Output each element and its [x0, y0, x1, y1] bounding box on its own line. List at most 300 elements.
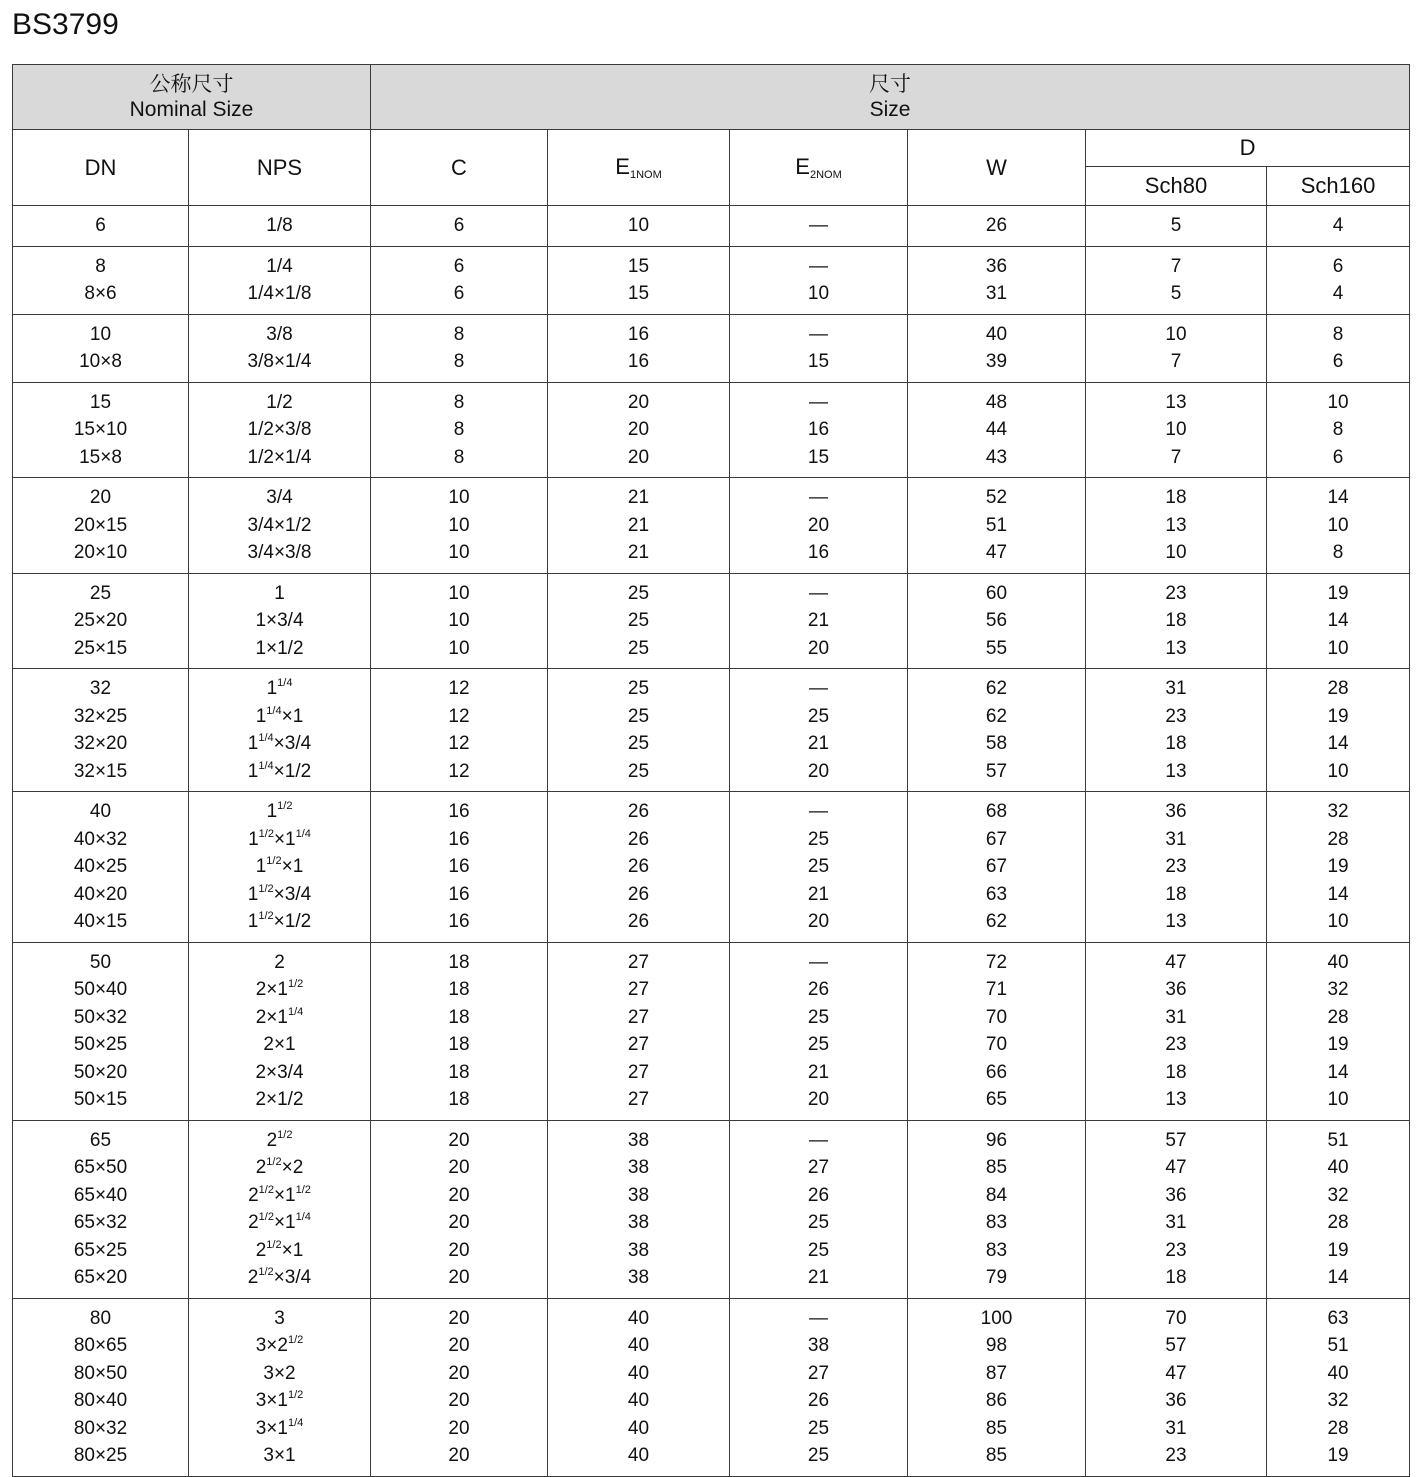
- cell-value: 32: [1327, 1184, 1349, 1206]
- cell-value: 40: [89, 801, 112, 822]
- cell-value: 38: [627, 1212, 650, 1233]
- cell-value: 21: [627, 542, 650, 563]
- cell-value: 15: [627, 283, 650, 304]
- cell-nps: [189, 1120, 371, 1298]
- table-row: [13, 382, 1410, 478]
- cell-value: 86: [985, 1390, 1008, 1411]
- cell-value: 20: [448, 1417, 470, 1439]
- cell-sch80: [1086, 246, 1267, 314]
- cell-value: 25: [627, 733, 650, 754]
- cell-value: 1×1/2: [255, 637, 304, 659]
- cell-value: 20: [448, 1362, 470, 1384]
- cell-value: 40: [627, 1335, 650, 1356]
- cell-value: 12: [448, 733, 470, 754]
- table-row: [13, 246, 1410, 314]
- cell-value: 25: [627, 760, 650, 782]
- cell-value: 8: [1332, 323, 1344, 345]
- cell-value: $2^{1/2}\times 1^{1/4}$: [248, 1211, 311, 1233]
- cell-value: 57: [985, 760, 1008, 782]
- cell-c: [371, 792, 548, 943]
- cell-value: 70: [985, 1034, 1008, 1055]
- cell-value: 20: [448, 1184, 470, 1206]
- cell-value: 51: [985, 514, 1008, 536]
- cell-value: 85: [985, 1417, 1008, 1439]
- cell-value: 1/4×1/8: [247, 283, 312, 304]
- cell-value: 26: [985, 215, 1008, 236]
- cell-value: 62: [985, 678, 1008, 699]
- cell-value: 20: [448, 1129, 470, 1151]
- cell-e1: [548, 478, 730, 574]
- header-w: W: [908, 130, 1086, 206]
- cell-value: $1^{1/2}\times 1/2$: [247, 910, 312, 932]
- cell-value: 16: [807, 542, 830, 563]
- cell-value: 32: [1327, 1390, 1349, 1411]
- cell-c: [371, 669, 548, 792]
- cell-value: 38: [807, 1335, 830, 1356]
- cell-nps: [189, 942, 371, 1120]
- cell-value: 25: [807, 1417, 830, 1439]
- cell-c: [371, 478, 548, 574]
- cell-sch80: [1086, 206, 1267, 247]
- cell-value: 18: [1165, 1061, 1187, 1083]
- cell-value: 20: [627, 391, 650, 413]
- cell-value: 25: [807, 856, 830, 877]
- cell-nps: [189, 669, 371, 792]
- cell-sch160: [1267, 1120, 1410, 1298]
- cell-value: 83: [985, 1239, 1008, 1261]
- cell-value: 10: [448, 637, 470, 659]
- cell-value: 40×15: [73, 911, 128, 932]
- cell-value: 10: [1327, 1089, 1349, 1110]
- cell-value: 66: [985, 1061, 1008, 1083]
- cell-value: 6: [95, 215, 106, 236]
- cell-w: [908, 573, 1086, 669]
- cell-w: [908, 206, 1086, 247]
- cell-value: 50×20: [73, 1061, 128, 1083]
- cell-value: 40: [1327, 1157, 1349, 1178]
- cell-sch160: [1267, 314, 1410, 382]
- cell-value: 28: [1327, 828, 1349, 850]
- cell-value: 18: [1165, 1267, 1187, 1288]
- cell-value: 63: [1327, 1307, 1349, 1329]
- cell-e2: [730, 573, 908, 669]
- cell-e2: [730, 206, 908, 247]
- cell-value: 20: [627, 446, 650, 468]
- table-body: [13, 206, 1410, 1477]
- page-title: BS3799: [12, 8, 119, 41]
- cell-value: 25: [627, 637, 650, 659]
- cell-e2: [730, 314, 908, 382]
- cell-value: 16: [448, 828, 470, 850]
- cell-sch80: [1086, 942, 1267, 1120]
- cell-value: 8: [453, 351, 465, 372]
- cell-sch80: [1086, 573, 1267, 669]
- cell-e1: [548, 382, 730, 478]
- cell-w: [908, 942, 1086, 1120]
- cell-value: $2\times 1^{1/4}$: [255, 1005, 304, 1028]
- cell-value: 80×65: [73, 1335, 128, 1356]
- cell-value: 6: [1332, 351, 1344, 372]
- cell-value: 1/4: [266, 255, 293, 277]
- cell-value: $1^{1/2}\times 1^{1/4}$: [248, 827, 311, 850]
- cell-value: 18: [448, 1089, 470, 1110]
- cell-dn: [13, 382, 189, 478]
- cell-value: 8: [453, 391, 465, 413]
- cell-value: $3\times 2^{1/2}$: [255, 1334, 304, 1356]
- cell-value: 47: [1165, 951, 1187, 973]
- cell-dn: [13, 206, 189, 247]
- cell-value: 23: [1165, 705, 1187, 727]
- cell-value: 40: [1327, 1362, 1349, 1384]
- cell-value: 2×1: [263, 1034, 296, 1055]
- cell-value: 23: [1165, 582, 1187, 604]
- header-d: D: [1086, 130, 1410, 167]
- cell-value: 10: [448, 542, 470, 563]
- cell-value: 87: [985, 1362, 1008, 1384]
- cell-value: 18: [1165, 733, 1187, 754]
- cell-value: $1^{1/4}\times 3/4$: [247, 732, 312, 754]
- cell-value: 16: [627, 351, 650, 372]
- cell-value: 5: [1170, 283, 1182, 304]
- cell-value: 19: [1327, 856, 1349, 877]
- cell-value: 52: [985, 487, 1008, 508]
- table-row: [13, 478, 1410, 574]
- cell-value: 1×3/4: [255, 610, 304, 631]
- cell-value: 25: [807, 1006, 830, 1028]
- header-sch80: Sch80: [1086, 167, 1267, 206]
- cell-value: 51: [1327, 1129, 1349, 1151]
- cell-value: 85: [985, 1445, 1008, 1466]
- cell-e2: [730, 382, 908, 478]
- cell-value: 8×6: [84, 283, 117, 304]
- cell-value: 31: [1165, 1417, 1187, 1439]
- cell-value: 10: [1327, 391, 1349, 413]
- cell-value: 20: [807, 911, 830, 932]
- cell-value: 31: [1165, 1006, 1187, 1028]
- cell-value: 50×40: [73, 979, 128, 1000]
- cell-value: 20: [448, 1239, 470, 1261]
- cell-value: —: [809, 1307, 828, 1329]
- cell-value: 10: [89, 323, 112, 345]
- cell-value: 18: [1165, 487, 1187, 508]
- cell-value: 16: [448, 856, 470, 877]
- cell-value: 40: [627, 1362, 650, 1384]
- cell-value: 8: [453, 446, 465, 468]
- cell-w: [908, 669, 1086, 792]
- cell-value: $3\times 1^{1/2}$: [255, 1389, 304, 1411]
- cell-value: $2^{1/2}\times 2$: [255, 1156, 304, 1178]
- cell-value: 31: [1165, 1212, 1187, 1233]
- cell-value: 20: [448, 1157, 470, 1178]
- cell-e1: [548, 206, 730, 247]
- cell-value: 20: [807, 637, 830, 659]
- cell-nps: [189, 792, 371, 943]
- cell-sch160: [1267, 669, 1410, 792]
- cell-e2: [730, 1298, 908, 1476]
- cell-value: 5: [1170, 215, 1182, 236]
- cell-dn: [13, 573, 189, 669]
- cell-value: 50×32: [73, 1006, 128, 1028]
- cell-value: 50: [89, 951, 112, 973]
- cell-value: $1^{1/2}\times 3/4$: [247, 882, 312, 905]
- cell-value: 7: [1170, 351, 1182, 372]
- cell-value: —: [809, 951, 828, 973]
- header-nominal-size-zh: 公称尺寸: [149, 72, 234, 96]
- cell-value: 23: [1165, 1034, 1187, 1055]
- cell-value: 16: [448, 883, 470, 905]
- cell-value: 8: [453, 323, 465, 345]
- header-e1nom: [548, 130, 730, 206]
- cell-value: 12: [448, 678, 470, 699]
- cell-dn: [13, 478, 189, 574]
- cell-value: 27: [807, 1362, 830, 1384]
- cell-value: 10: [1165, 419, 1187, 440]
- cell-value: $2^{1/2}\times 1^{1/2}$: [248, 1183, 311, 1206]
- cell-value: 98: [985, 1335, 1008, 1356]
- cell-e1: [548, 246, 730, 314]
- cell-sch160: [1267, 246, 1410, 314]
- cell-value: 20: [448, 1390, 470, 1411]
- cell-value: 14: [1327, 610, 1349, 631]
- cell-value: 40: [627, 1445, 650, 1466]
- cell-value: 2×3/4: [255, 1061, 304, 1083]
- cell-nps: [189, 314, 371, 382]
- cell-value: 6: [453, 255, 465, 277]
- cell-value: 50×25: [73, 1034, 128, 1055]
- cell-value: 38: [627, 1239, 650, 1261]
- cell-nps: [189, 206, 371, 247]
- cell-value: 38: [627, 1129, 650, 1151]
- cell-value: 8: [95, 255, 106, 277]
- cell-value: 18: [448, 1061, 470, 1083]
- cell-value: 10: [448, 487, 470, 508]
- cell-value: 20: [89, 487, 112, 508]
- cell-value: 13: [1165, 391, 1187, 413]
- cell-value: 40×32: [73, 828, 128, 850]
- cell-value: —: [809, 391, 828, 413]
- cell-value: 65×40: [73, 1184, 128, 1206]
- cell-value: 8: [1332, 542, 1344, 563]
- cell-value: 68: [985, 801, 1008, 822]
- cell-sch160: [1267, 792, 1410, 943]
- cell-value: 18: [1165, 883, 1187, 905]
- cell-value: 10: [627, 215, 650, 236]
- cell-value: 26: [807, 1184, 830, 1206]
- cell-w: [908, 792, 1086, 943]
- cell-value: 15: [807, 446, 830, 468]
- cell-value: 3/8: [266, 323, 293, 345]
- header-size: [371, 65, 1410, 130]
- cell-value: 3×2: [263, 1362, 296, 1384]
- cell-value: 19: [1327, 705, 1349, 727]
- header-dn: DN: [13, 130, 189, 206]
- cell-value: 3×1: [263, 1445, 296, 1466]
- cell-value: 3/8×1/4: [247, 351, 312, 372]
- cell-value: 26: [627, 856, 650, 877]
- cell-dn: [13, 1120, 189, 1298]
- cell-value: 65×25: [73, 1239, 128, 1261]
- table-row: [13, 206, 1410, 247]
- cell-value: 32: [1327, 979, 1349, 1000]
- cell-c: [371, 314, 548, 382]
- cell-e1: [548, 1298, 730, 1476]
- cell-value: 20×15: [73, 514, 128, 536]
- cell-c: [371, 206, 548, 247]
- cell-value: 27: [627, 1006, 650, 1028]
- cell-value: 20×10: [73, 542, 128, 563]
- cell-value: 10: [807, 283, 830, 304]
- cell-value: 1/2: [266, 391, 293, 413]
- cell-w: [908, 1120, 1086, 1298]
- cell-value: 23: [1165, 1445, 1187, 1466]
- cell-value: 18: [448, 1034, 470, 1055]
- cell-value: 40: [627, 1390, 650, 1411]
- cell-value: —: [809, 582, 828, 604]
- cell-value: 36: [1165, 1184, 1187, 1206]
- cell-value: 10: [1327, 911, 1349, 932]
- cell-value: 7: [1170, 446, 1182, 468]
- cell-value: 31: [1165, 828, 1187, 850]
- cell-e2: [730, 792, 908, 943]
- table-row: [13, 1298, 1410, 1476]
- cell-value: 83: [985, 1212, 1008, 1233]
- cell-value: 21: [627, 514, 650, 536]
- cell-e1: [548, 792, 730, 943]
- cell-value: 15: [807, 351, 830, 372]
- cell-nps: [189, 246, 371, 314]
- dimension-table: [12, 64, 1410, 1477]
- cell-value: 80×40: [73, 1390, 128, 1411]
- cell-value: 32×20: [73, 733, 128, 754]
- cell-value: 47: [985, 542, 1008, 563]
- cell-e1: [548, 669, 730, 792]
- cell-value: 13: [1165, 760, 1187, 782]
- cell-value: 16: [807, 419, 830, 440]
- cell-c: [371, 1298, 548, 1476]
- cell-value: 19: [1327, 1034, 1349, 1055]
- cell-value: 38: [627, 1267, 650, 1288]
- cell-nps: [189, 382, 371, 478]
- cell-sch160: [1267, 573, 1410, 669]
- cell-value: 20: [448, 1267, 470, 1288]
- cell-value: 96: [985, 1129, 1008, 1151]
- header-e2nom-base: E: [795, 154, 810, 179]
- cell-c: [371, 573, 548, 669]
- cell-e2: [730, 669, 908, 792]
- cell-value: $1^{1/4}\times 1/2$: [247, 759, 312, 782]
- cell-value: 70: [1165, 1307, 1187, 1329]
- cell-value: 65×50: [73, 1157, 128, 1178]
- cell-value: 27: [627, 951, 650, 973]
- cell-value: 25: [627, 705, 650, 727]
- cell-value: 12: [448, 760, 470, 782]
- cell-value: 23: [1165, 1239, 1187, 1261]
- cell-value: 10: [1165, 323, 1187, 345]
- cell-value: 40×20: [73, 883, 128, 905]
- cell-value: 13: [1165, 514, 1187, 536]
- cell-value: 15: [627, 255, 650, 277]
- cell-value: 80: [89, 1307, 112, 1329]
- cell-value: 13: [1165, 911, 1187, 932]
- cell-value: $2^{1/2}\times 3/4$: [247, 1266, 312, 1288]
- cell-w: [908, 382, 1086, 478]
- cell-c: [371, 246, 548, 314]
- cell-value: 18: [448, 1006, 470, 1028]
- cell-value: 62: [985, 705, 1008, 727]
- cell-nps: [189, 573, 371, 669]
- cell-value: 26: [807, 1390, 830, 1411]
- cell-value: 31: [1165, 678, 1187, 699]
- cell-value: 16: [627, 323, 650, 345]
- cell-value: 25: [807, 1239, 830, 1261]
- cell-value: 26: [807, 979, 830, 1000]
- cell-value: 25: [807, 1034, 830, 1055]
- cell-value: 25: [627, 582, 650, 604]
- cell-value: 10: [448, 582, 470, 604]
- cell-value: 27: [807, 1157, 830, 1178]
- cell-value: 26: [627, 911, 650, 932]
- cell-dn: [13, 669, 189, 792]
- cell-value: 67: [985, 828, 1008, 850]
- cell-value: 62: [985, 911, 1008, 932]
- cell-value: 1/8: [266, 215, 293, 236]
- cell-value: —: [809, 255, 828, 277]
- cell-value: 28: [1327, 1006, 1349, 1028]
- header-e2nom: [730, 130, 908, 206]
- cell-value: 85: [985, 1157, 1008, 1178]
- cell-value: —: [809, 801, 828, 822]
- cell-value: 47: [1165, 1362, 1187, 1384]
- cell-value: $1^{1/4}$: [266, 677, 293, 699]
- cell-value: 40×25: [73, 856, 128, 877]
- cell-value: 25×15: [73, 637, 128, 659]
- table-row: [13, 314, 1410, 382]
- cell-c: [371, 382, 548, 478]
- cell-value: 25: [89, 582, 112, 604]
- cell-e2: [730, 478, 908, 574]
- cell-value: 20: [448, 1445, 470, 1466]
- cell-value: 28: [1327, 1417, 1349, 1439]
- cell-value: 21: [807, 733, 830, 754]
- cell-value: 8: [453, 419, 465, 440]
- cell-value: $3\times 1^{1/4}$: [255, 1416, 304, 1439]
- cell-dn: [13, 792, 189, 943]
- cell-value: $2\times 1^{1/2}$: [255, 978, 304, 1000]
- cell-value: $1^{1/2}\times 1$: [255, 855, 304, 877]
- cell-value: 100: [980, 1307, 1013, 1329]
- header-size-zh: 尺寸: [869, 72, 912, 96]
- header-nominal-size-en: Nominal Size: [129, 98, 254, 121]
- header-size-en: Size: [869, 98, 911, 121]
- cell-value: 18: [1165, 610, 1187, 631]
- cell-sch80: [1086, 669, 1267, 792]
- cell-sch80: [1086, 314, 1267, 382]
- cell-value: 14: [1327, 487, 1349, 508]
- cell-value: 4: [1332, 215, 1344, 236]
- cell-value: 20: [448, 1307, 470, 1329]
- cell-value: 47: [1165, 1157, 1187, 1178]
- cell-value: 32×15: [73, 760, 128, 782]
- cell-value: $1^{1/2}$: [266, 800, 293, 822]
- cell-value: 10: [1165, 542, 1187, 563]
- cell-value: 3/4×3/8: [247, 542, 312, 563]
- cell-value: 15×10: [73, 419, 128, 440]
- cell-value: 38: [627, 1184, 650, 1206]
- cell-value: —: [809, 215, 828, 236]
- cell-value: 6: [1332, 446, 1344, 468]
- cell-value: 40: [985, 323, 1008, 345]
- cell-value: 2: [274, 951, 285, 973]
